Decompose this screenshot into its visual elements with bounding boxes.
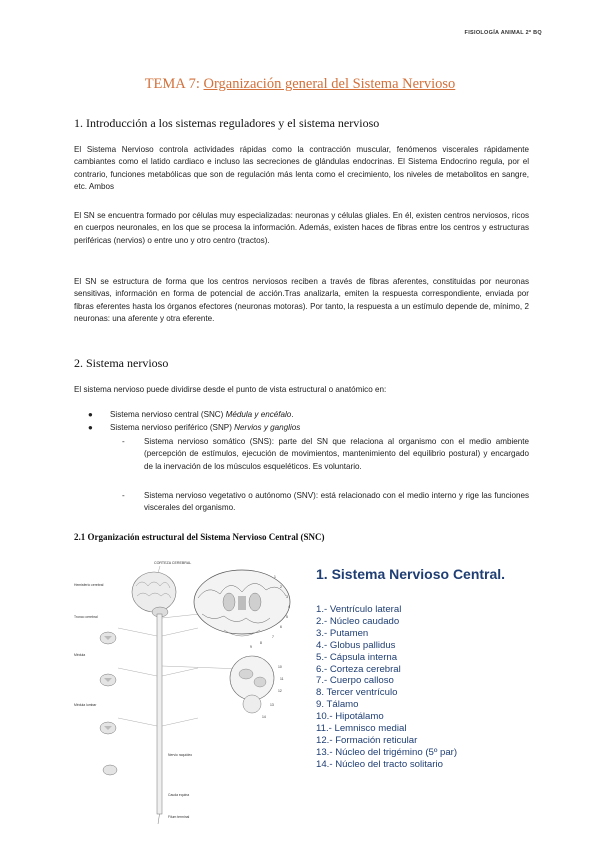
figure-label: Médula lumbar — [74, 703, 97, 707]
figure-top-label: CORTEZA CEREBRAL — [154, 561, 192, 565]
section2-intro: El sistema nervioso puede dividirse desde el punto de vista estructural o anatómico en: — [74, 385, 387, 394]
legend-item: 11.- Lemnisco medial — [316, 723, 407, 735]
spinal-cord-drawing — [157, 614, 162, 814]
svg-text:12: 12 — [278, 689, 282, 693]
brain-drawing — [132, 572, 176, 617]
legend-item: 13.- Núcleo del trigémino (5º par) — [316, 746, 458, 758]
svg-text:4: 4 — [288, 605, 290, 609]
svg-text:6: 6 — [280, 625, 282, 629]
legend-item: 2.- Núcleo caudado — [316, 615, 400, 627]
figure-label: Tronco cerebral — [74, 615, 98, 619]
legend-item: 10.- Hipotálamo — [316, 711, 384, 723]
page-title — [0, 76, 600, 93]
brainstem-section — [230, 656, 274, 713]
legend-item: 5.- Cápsula interna — [316, 651, 398, 663]
svg-text:2: 2 — [280, 585, 282, 589]
legend-item: 7.- Cuerpo calloso — [316, 675, 394, 687]
bullet-snp: ● Sistema nervioso periférico (SNP) Nervios y ganglios — [88, 423, 301, 432]
svg-text:13: 13 — [270, 703, 274, 707]
bullet-snc: ● Sistema nervioso central (SNC) Médula y encéfalo. — [88, 410, 294, 419]
svg-text:5: 5 — [286, 615, 288, 619]
section2-heading: 2. Sistema nervioso — [74, 356, 169, 370]
legend-item: 8. Tercer ventrículo — [316, 687, 398, 699]
legend-item: 4.- Globus pallidus — [316, 639, 396, 651]
subsection-heading: 2.1 Organización estructural del Sistema Nervioso Central (SNC) — [74, 532, 325, 542]
legend-item: 3.- Putamen — [316, 627, 369, 639]
section1-paragraph-1: El Sistema Nervioso controla actividades rápidas como la contracción muscular, fenómenos viscerales rápidamente cambiantes como el latido cardiaco e incluso las secreciones de glándulas endocrinas. El Sistema Endocrino regula, por el contrario, funciones metabólicas que son de regulación más lenta como el crecimiento, los niveles de metabolitos en sangre, etc. Ambos — [74, 145, 529, 191]
legend-item: 12.- Formación reticular — [316, 734, 418, 746]
title-link[interactable]: Organización general del Sistema Nervioso — [203, 76, 456, 92]
dash-marker: - — [122, 437, 125, 446]
svg-text:9: 9 — [250, 645, 252, 649]
legend-item: 1.- Ventrículo lateral — [316, 604, 402, 615]
svg-text:3: 3 — [286, 595, 288, 599]
subitem-sns: - Sistema nervioso somático (SNS): parte del SN que relaciona al organismo con el medio ambiente (percepción de estímulos, ejecución de movimientos, mantenimiento del equilibrio postural) y encargado de la inervación de los músculos esqueléticos. Es voluntario. — [122, 437, 529, 471]
figure-label: Hemisferio cerebral — [74, 583, 104, 587]
legend-item: 14.- Núcleo del tracto solitario — [316, 758, 443, 770]
cns-legend — [316, 566, 536, 786]
bullet-dot: ● — [88, 423, 93, 432]
figure-label: Nervio raquídeo — [168, 753, 193, 757]
bullet-dot: ● — [88, 410, 93, 419]
subitem-snv: - Sistema nervioso vegetativo o autónomo (SNV): está relacionado con el medio interno y rige las funciones viscerales del organismo. — [122, 491, 529, 513]
dash-marker: - — [122, 491, 125, 500]
svg-text:7: 7 — [272, 635, 274, 639]
section1-heading: 1. Introducción a los sistemas reguladores y el sistema nervioso — [74, 116, 380, 130]
cns-anatomy-figure — [74, 556, 304, 828]
legend-title: 1. Sistema Nervioso Central. — [316, 566, 506, 582]
legend-list — [316, 604, 536, 771]
svg-text:14: 14 — [262, 715, 266, 719]
section1-paragraph-3: El SN se estructura de forma que los centros nerviosos reciben a través de fibras aferentes, constituidas por neuronas sensitivas, información en forma de potencial de acción.Tras analizarla, emiten la respuesta correspondiente, enviada por fibras eferentes hasta los órganos efectores (neuronas motoras). Por tanto, la respuesta a un estímulo depende de, mínimo, 2 neuronas: una aferente y otra eferente. — [74, 277, 529, 323]
svg-text:1: 1 — [274, 575, 276, 579]
figure-label: Filum terminal — [168, 815, 190, 819]
coronal-brain-section — [194, 570, 290, 636]
cross-sections — [100, 632, 117, 775]
svg-text:10: 10 — [278, 665, 282, 669]
legend-item: 6.- Corteza cerebral — [316, 663, 401, 675]
header-tag: FISIOLOGÍA ANIMAL 2º BQ — [464, 30, 542, 36]
title-prefix: TEMA 7: — [144, 76, 204, 92]
legend-item: 9. Tálamo — [316, 699, 359, 711]
figure-label: Médula — [74, 653, 86, 657]
svg-text:11: 11 — [280, 677, 284, 681]
section1-paragraph-2: El SN se encuentra formado por células muy especializadas: neuronas y células gliales. En él, existen centros nerviosos, ricos en cuerpos neuronales, en los que se procesa la información. Además, existen haces de fibras entre los centros y estructuras periféricas (nervios) o entre uno y otro centro (tractos). — [74, 211, 529, 245]
figure-label: Cauda equina — [168, 793, 190, 797]
svg-text:8: 8 — [260, 641, 262, 645]
